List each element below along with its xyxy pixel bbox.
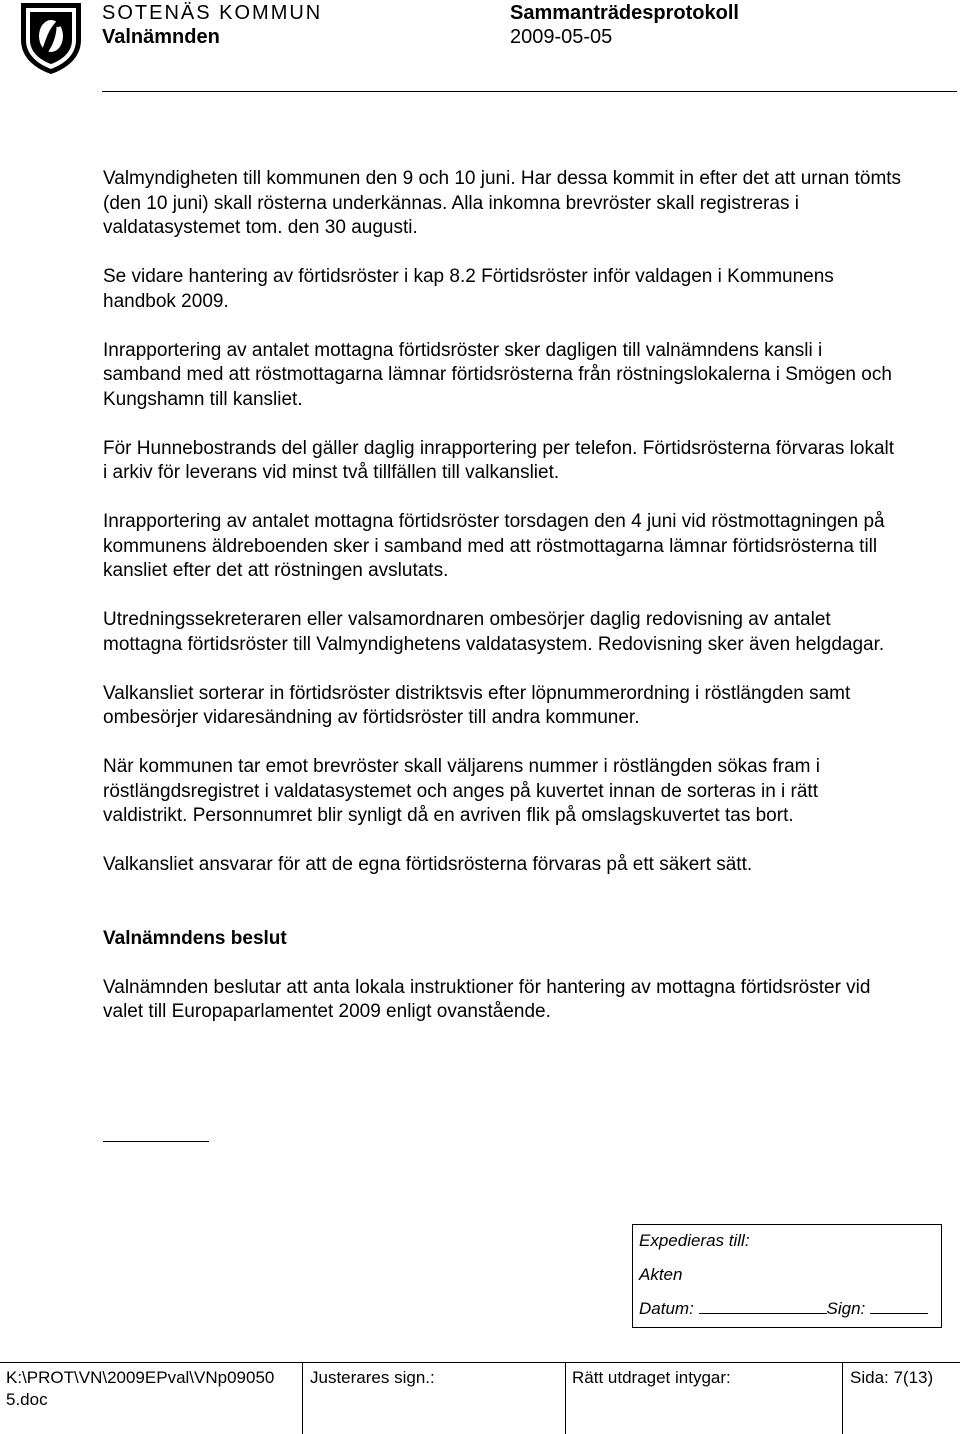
datum-label: Datum: <box>639 1299 694 1318</box>
organization-name: SOTENÄS KOMMUN <box>102 2 323 24</box>
expedieras-label: Expedieras till: <box>639 1231 750 1250</box>
paragraph: Valkansliet ansvarar för att de egna förtidsrösterna förvaras på ett säkert sätt. <box>103 854 753 875</box>
paragraph: För Hunnebostrands del gäller daglig inrapportering per telefon. Förtidsrösterna förvaras lokalt i arkiv för leverans vid minst två tillfällen till valkansliet. <box>103 437 895 483</box>
paragraph: Inrapportering av antalet mottagna förtidsröster torsdagen den 4 juni vid röstmottagningen på kommunens äldreboenden sker i samband med att röstmottagarna lämnar förtidsrösterna till kansliet efter det att röstningen avslutats. <box>103 511 885 581</box>
recipient: Akten <box>639 1265 683 1284</box>
ratt-utdraget-label: Rätt utdraget intygar: <box>572 1368 731 1387</box>
footer-divider <box>302 1363 303 1434</box>
datum-sign-row <box>639 1299 928 1319</box>
footer-divider <box>565 1363 566 1434</box>
sign-label: Sign: <box>826 1299 866 1318</box>
footer-divider <box>842 1363 843 1434</box>
paragraph: Valkansliet sorterar in förtidsröster distriktsvis efter löpnummerordning i röstlängden samt ombesörjer vidaresändning av förtidsröster till andra kommuner. <box>103 682 851 728</box>
datum-field <box>699 1299 827 1314</box>
document-body <box>103 167 903 1049</box>
sign-field <box>870 1299 928 1314</box>
paragraph: När kommunen tar emot brevröster skall väljarens nummer i röstlängden sökas fram i röstlängdsregistret i valdatasystemet och anges på kuvertet innan de sorteras in i rätt valdistrikt. Personnumret blir synligt då en avriven flik på omslagskuvertet tas bort. <box>103 756 820 826</box>
coat-of-arms-icon <box>18 0 84 76</box>
document-type: Sammanträdesprotokoll <box>510 2 739 24</box>
paragraph: Se vidare hantering av förtidsröster i kap 8.2 Förtidsröster inför valdagen i Kommunens handbok 2009. <box>103 266 834 312</box>
end-of-section-rule <box>103 1141 209 1142</box>
decision-text: Valnämnden beslutar att anta lokala instruktioner för hantering av mottagna förtidsröster vid valet till Europaparlamentet 2009 enligt ovanstående. <box>103 976 871 1022</box>
distribution-box <box>632 1224 942 1328</box>
decision-heading: Valnämndens beslut <box>103 927 287 949</box>
paragraph: Utredningssekreteraren eller valsamordnaren ombesörjer daglig redovisning av antalet mottagna förtidsröster till Valmyndighetens valdatasystem. Redovisning sker även helgdagar. <box>103 609 885 655</box>
paragraph: Inrapportering av antalet mottagna förtidsröster sker dagligen till valnämndens kansli i samband med att röstmottagarna lämnar förtidsrösterna från röstningslokalerna i Smögen och Kungshamn till kansliet. <box>103 339 892 410</box>
page-number: Sida: 7(13) <box>850 1368 934 1387</box>
header-divider <box>102 91 957 92</box>
meeting-date: 2009-05-05 <box>510 26 613 48</box>
paragraph: Valmyndigheten till kommunen den 9 och 10 juni. Har dessa kommit in efter det att urnan tömts (den 10 juni) skall rösterna underkännas. Alla inkomna brevröster skall registreras i valdatasystemet tom. den 30 augusti. <box>103 168 902 238</box>
justeras-label: Justerares sign.: <box>310 1368 435 1387</box>
page-footer <box>0 1362 960 1434</box>
file-path: K:\PROT\VN\2009EPval\VNp09050 5.doc <box>6 1368 275 1409</box>
department-name: Valnämnden <box>102 26 220 48</box>
